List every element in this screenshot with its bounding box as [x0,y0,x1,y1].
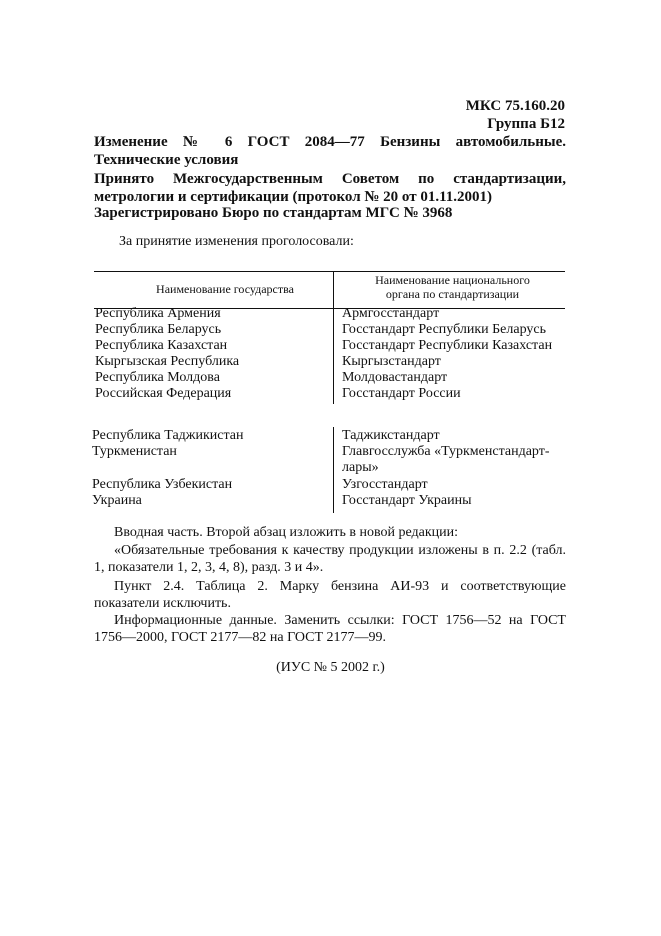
table-row-state: Туркменистан [92,444,177,459]
column-header-state: Наименование государства [156,282,294,296]
group-code: Группа Б12 [487,116,565,132]
table-row-state: Республика Беларусь [95,322,222,337]
column-header-body-line2: органа по стандартизации [385,287,520,301]
table-divider-bottom [333,427,334,513]
table-row-body: Узгосстандарт [342,477,428,492]
table-row-body: Госстандарт России [342,386,461,401]
table-row-state: Республика Узбекистан [92,477,233,492]
classification-block [466,97,565,133]
paragraph-clause: Пункт 2.4. Таблица 2. Марку бензина АИ-93 и соответствующие показатели исключить. [94,579,566,611]
column-header-body [340,273,565,301]
column-header-body-line1: Наименование национального [375,273,530,287]
registration-statement: Зарегистрировано Бюро по стандартам МГС № 3968 [94,205,453,221]
table-row-body: Госстандарт Украины [342,493,472,508]
table-row-body: Госстандарт Республики Беларусь [342,322,547,337]
paragraph-requirements: «Обязательные требования к качеству продукции изложены в п. 2.2 (табл. 1, показатели 1, 2, 3, 4, 8), разд. 3 и 4». [94,543,566,575]
table-row-body: Таджикстандарт [342,428,440,443]
table-row-state: Украина [92,493,142,508]
table-row-body: Кыргызстандарт [342,354,441,369]
ius-reference: (ИУС № 5 2002 г.) [276,660,385,675]
table-row-state: Кыргызская Республика [95,354,240,369]
table-row-body-continuation: лары» [342,460,379,475]
table-divider-top [333,308,334,404]
table-row-state: Республика Таджикистан [92,428,244,443]
table-row-state: Республика Казахстан [95,338,228,353]
table-row-body: Армгосстандарт [342,306,440,321]
table-row-body: Госстандарт Республики Казахстан [342,338,553,353]
adopted-statement: Принято Межгосударственным Советом по стандартизации, метрологии и сертификации (протокол № 20 от 01.11.2001) [94,171,566,205]
table-row-body: Главгосслужба «Туркменстандарт- [342,444,550,459]
table-row-state: Республика Армения [95,306,221,321]
table-row-body: Молдовастандарт [342,370,448,385]
paragraph-intro: Вводная часть. Второй абзац изложить в новой редакции: [114,525,458,540]
change-title: Изменение № 6 ГОСТ 2084—77 Бензины автомобильные. Технические условия [94,134,566,168]
paragraph-references: Информационные данные. Заменить ссылки: ГОСТ 1756—52 на ГОСТ 1756—2000, ГОСТ 2177—82 на ГОСТ 2177—99. [94,613,566,645]
header-divider [333,271,334,308]
table-row-state: Российская Федерация [95,386,232,401]
table-row-state: Республика Молдова [95,370,220,385]
table-top-rule [94,271,565,272]
vote-intro: За принятие изменения проголосовали: [119,234,354,249]
mks-code: МКС 75.160.20 [465,98,565,114]
